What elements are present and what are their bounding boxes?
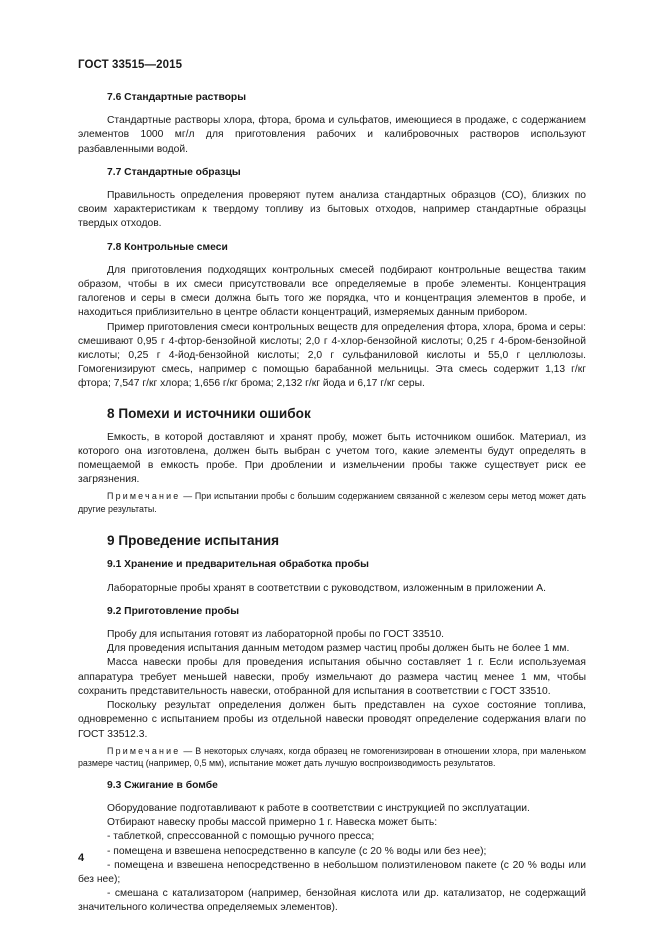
paragraph: Лабораторные пробы хранят в соответствии с руководством, изложенным в приложении А. <box>107 582 546 594</box>
list-item: - помещена и взвешена непосредственно в небольшом полиэтиленовом пакете (с 20 % воды или без нее); <box>78 859 586 885</box>
paragraph: Пробу для испытания готовят из лабораторной пробы по ГОСТ 33510. <box>107 629 445 641</box>
heading-7-7: 7.7 Стандартные образцы <box>107 166 241 178</box>
note-label: Примечание <box>107 745 181 756</box>
list-item: - таблеткой, спрессованной с помощью ручного пресса; <box>107 831 375 843</box>
page-number: 4 <box>78 852 85 864</box>
page-content <box>78 91 586 916</box>
paragraph: Пример приготовления смеси контрольных веществ для определения фтора, хлора, брома и серы: смешивают 0,95 г 4-фтор-бензойной кислоты; 2,0 г 4-хлор-бензойной кислоты; 0,25 г 4-бром-бензойной кислоты; 0,25 г 4-йод-бензойной кислоты; 2,0 г сульфаниловой кислоты и 55,0 г целлюлозы. Гомогенизируют смесь, например с помощью барабанной мельницы. Эта смесь содержит 1,13 г/кг фтора; 7,547 г/кг хлора; 1,656 г/кг брома; 2,132 г/кг йода и 6,17 г/кг серы. <box>78 321 586 390</box>
heading-9-3: 9.3 Сжигание в бомбе <box>107 779 218 791</box>
section-9-title: 9 Проведение испытания <box>107 533 279 549</box>
paragraph: Емкость, в которой доставляют и хранят пробу, может быть источником ошибок. Материал, из которого она изготовлена, должен быть выбран с учетом того, какие элементы будут определять в помещаемой в емкость пробе. При дроблении и измельчении пробы также существует риск ее загрязнения. <box>78 431 586 486</box>
document-header: ГОСТ 33515—2015 <box>78 59 183 71</box>
heading-7-8: 7.8 Контрольные смеси <box>107 241 228 253</box>
paragraph: Для приготовления подходящих контрольных смесей подбирают контрольные вещества таким образом, чтобы в их смеси присутствовали все определяемые в пробе элементы. Концентрация галогенов и серы в смеси должна быть того же порядка, что и концентрация элементов в пробе, и находиться приблизительно в центре области концентраций, измеряемых данным прибором. <box>78 264 586 319</box>
heading-7-6: 7.6 Стандартные растворы <box>107 92 247 103</box>
note-text: — В некоторых случаях, когда образец не гомогенизирован в отношении хлора, при маленьком размере частиц (например, 0,5 мм), испытание может дать лучшую воспроизводимость результатов. <box>78 745 586 769</box>
paragraph: Поскольку результат определения должен быть представлен на сухое состояние топлива, одновременно с испытанием пробы из отдельной навески проводят определение содержания влаги по ГОСТ 33512.3. <box>78 700 586 740</box>
heading-9-2: 9.2 Приготовление пробы <box>107 605 239 617</box>
note-label: Примечание <box>107 491 181 502</box>
list-item: - помещена и взвешена непосредственно в капсуле (с 20 % воды или без нее); <box>107 845 487 857</box>
paragraph: Масса навески пробы для проведения испытания обычно составляет 1 г. Если используемая аппаратура требует меньшей навески, пробу измельчают до размера частиц менее 1 мм, чтобы сохранить представительность навески, отобранной для испытания в соответствии с ГОСТ 33510. <box>78 657 586 697</box>
note <box>78 745 586 770</box>
note <box>78 490 586 515</box>
list-item: - смешана с катализатором (например, бензойная кислота или др. катализатор, не содержащий значительного количества определяемых элементов). <box>78 888 586 914</box>
note-text: — При испытании пробы с большим содержанием связанной с железом серы метод может дать другие результаты. <box>78 491 586 514</box>
paragraph: Отбирают навеску пробы массой примерно 1 г. Навеска может быть: <box>107 817 438 829</box>
paragraph: Для проведения испытания данным методом размер частиц пробы должен быть не более 1 мм. <box>107 643 570 655</box>
heading-9-1: 9.1 Хранение и предварительная обработка пробы <box>107 559 369 571</box>
paragraph: Стандартные растворы хлора, фтора, брома и сульфатов, имеющиеся в продаже, с содержанием элементов 1000 мг/л для приготовления рабочих и калибровочных растворов используют разбавленными водой. <box>78 115 586 155</box>
paragraph: Оборудование подготавливают к работе в соответствии с инструкцией по эксплуатации. <box>107 802 530 814</box>
section-8-title: 8 Помехи и источники ошибок <box>107 405 311 421</box>
paragraph: Правильность определения проверяют путем анализа стандартных образцов (СО), близких по своим характеристикам к твердому топливу из бытовых отходов, например стандартные образцы твердых отходов. <box>78 190 586 230</box>
